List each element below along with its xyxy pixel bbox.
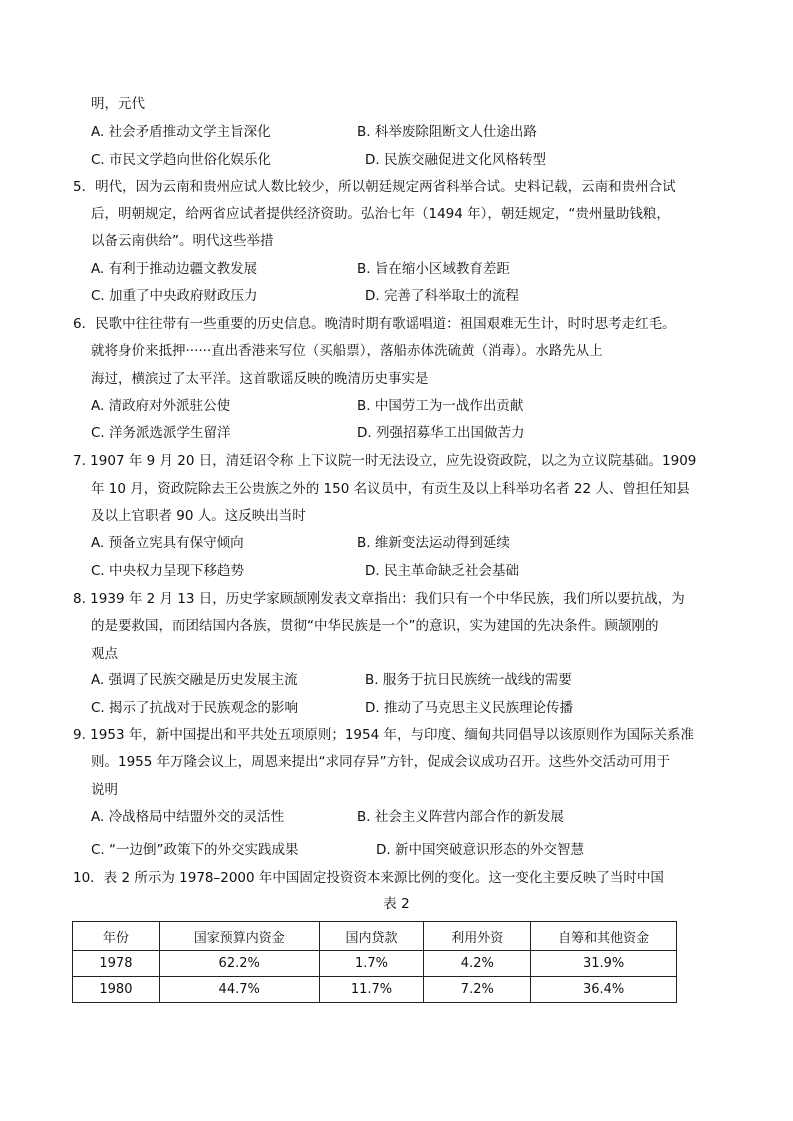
q10-stem: 10．表 2 所示为 1978–2000 年中国固定投资资本来源比例的变化。这一变化主要反映了当时中国 [73,870,664,886]
header-year: 年份 [73,922,160,951]
cell-foreign-capital: 7.2% [424,977,531,1003]
q7-option-d: D. 民主革命缺乏社会基础 [365,563,519,579]
q9-stem-line-1: 9. 1953 年，新中国提出和平共处五项原则；1954 年，与印度、缅甸共同倡导以该原则作为国际关系准 [73,727,694,743]
cell-self-raised: 31.9% [531,951,677,977]
q9-stem-line-3: 说明 [91,782,118,798]
q5-option-a: A. 有利于推动边疆文教发展 [91,261,258,277]
table-row [73,977,677,1003]
q7-stem-line-3: 及以上官职者 90 人。这反映出当时 [91,508,306,524]
q5-stem-line-3: 以备云南供给”。明代这些举措 [91,233,274,249]
q9-option-d: D. 新中国突破意识形态的外交智慧 [376,842,584,858]
q6-option-d: D. 列强招募华工出国做苦力 [357,425,525,441]
q8-option-d: D. 推动了马克思主义民族理论传播 [365,700,573,716]
q6-option-c: C. 洋务派选派学生留洋 [91,425,231,441]
header-domestic-loans: 国内贷款 [319,922,424,951]
q8-option-a: A. 强调了民族交融是历史发展主流 [91,672,298,688]
q9-stem-line-2: 则。1955 年万隆会议上，周恩来提出“求同存异”方针，促成会议成功召开。这些外交活动可用于 [91,754,671,770]
q8-option-b: B. 服务于抗日民族统一战线的需要 [365,672,572,688]
header-state-budget: 国家预算内资金 [159,922,319,951]
table-caption: 表 2 [383,896,410,912]
q8-option-c: C. 揭示了抗战对于民族观念的影响 [91,700,299,716]
q7-option-b: B. 维新变法运动得到延续 [357,535,510,551]
q9-option-a: A. 冷战格局中结盟外交的灵活性 [91,809,285,825]
q5-stem-line-1: 5．明代，因为云南和贵州应试人数比较少，所以朝廷规定两省科举合试。史料记载，云南和贵州合试 [73,179,676,195]
q4-option-a: A. 社会矛盾推动文学主旨深化 [91,124,271,140]
q5-option-c: C. 加重了中央政府财政压力 [91,288,258,304]
q4-stem-tail: 明，元代 [91,96,145,112]
cell-self-raised: 36.4% [531,977,677,1003]
q7-option-a: A. 预备立宪具有保守倾向 [91,535,244,551]
q6-option-b: B. 中国劳工为一战作出贡献 [357,398,524,414]
cell-state-budget: 44.7% [159,977,319,1003]
table-row [73,951,677,977]
q5-option-d: D. 完善了科举取士的流程 [365,288,519,304]
cell-domestic-loans: 11.7% [319,977,424,1003]
cell-foreign-capital: 4.2% [424,951,531,977]
q8-stem-line-1: 8. 1939 年 2 月 13 日，历史学家顾颉刚发表文章指出：我们只有一个中华民族，我们所以要抗战，为 [73,591,685,607]
q6-stem-line-2: 就将身价来抵押······直出香港来写位（买船票），落船赤体洗硫黄（消毒）。水路先从上 [91,343,603,359]
q7-stem-line-2: 年 10 月，资政院除去王公贵族之外的 150 名议员中，有贡生及以上科举功名者 22 人、曾担任知县 [91,481,690,497]
q8-stem-line-3: 观点 [91,646,118,662]
header-self-raised: 自筹和其他资金 [531,922,677,951]
q6-stem-line-1: 6．民歌中往往带有一些重要的历史信息。晚清时期有歌谣唱道：祖国艰难无生计，时时思考走红毛。 [73,316,676,332]
q7-option-c: C. 中央权力呈现下移趋势 [91,563,245,579]
cell-year: 1980 [73,977,160,1003]
investment-table [72,921,677,1003]
q9-option-c: C. “一边倒”政策下的外交实践成果 [91,842,299,858]
q6-option-a: A. 清政府对外派驻公使 [91,398,231,414]
q5-stem-line-2: 后，明朝规定，给两省应试者提供经济资助。弘治七年（1494 年），朝廷规定，“贵州量助钱粮， [91,206,670,222]
q9-option-b: B. 社会主义阵营内部合作的新发展 [357,809,564,825]
cell-state-budget: 62.2% [159,951,319,977]
q7-stem-line-1: 7. 1907 年 9 月 20 日，清廷诏令称 上下议院一时无法设立，应先设资政院，以之为立议院基础。1909 [73,453,697,469]
cell-domestic-loans: 1.7% [319,951,424,977]
q4-option-d: D. 民族交融促进文化风格转型 [365,152,546,168]
q8-stem-line-2: 的是要救国，而团结国内各族，贯彻“中华民族是一个”的意识，实为建国的先决条件。顾颉刚的 [91,618,659,634]
q5-option-b: B. 旨在缩小区域教育差距 [357,261,510,277]
q4-option-b: B. 科举废除阻断文人仕途出路 [357,124,537,140]
cell-year: 1978 [73,951,160,977]
header-foreign-capital: 利用外资 [424,922,531,951]
table-header-row [73,922,677,951]
q4-option-c: C. 市民文学趋向世俗化娱乐化 [91,152,272,168]
q6-stem-line-3: 海过，横滨过了太平洋。这首歌谣反映的晚清历史事实是 [91,371,429,387]
